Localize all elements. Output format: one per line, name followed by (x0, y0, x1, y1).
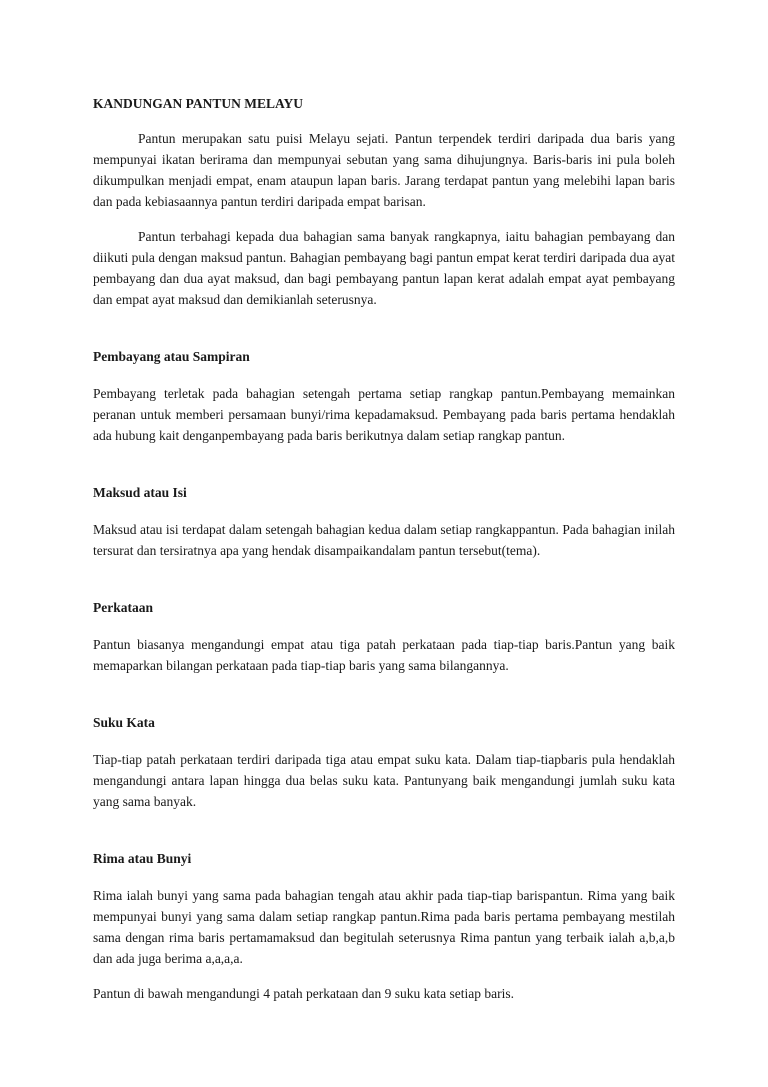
section-heading-rima: Rima atau Bunyi (93, 851, 192, 866)
section-heading-pembayang: Pembayang atau Sampiran (93, 349, 250, 364)
intro-paragraph-1: Pantun merupakan satu puisi Melayu sejati. Pantun terpendek terdiri daripada dua baris yang mempunyai ikatan berirama dan mempunyai sebutan yang sama dihujungnya. Baris-baris ini pula boleh dikumpulkan menjadi empat, enam ataupun lapan baris. Jarang terdapat pantun yang melebihi lapan baris dan pada kebiasaannya pantun terdiri daripada empat barisan. (93, 131, 675, 209)
section-body-suku-kata: Tiap-tiap patah perkataan terdiri daripada tiga atau empat suku kata. Dalam tiap-tiapbaris pula hendaklah mengandungi antara lapan hingga dua belas suku kata. Pantunyang baik mengandungi jumlah suku kata yang sama banyak. (93, 752, 675, 809)
document-title: KANDUNGAN PANTUN MELAYU (93, 96, 304, 111)
section-body-maksud: Maksud atau isi terdapat dalam setengah bahagian kedua dalam setiap rangkappantun. Pada bahagian inilah tersurat dan tersiratnya apa yang hendak disampaikandalam pantun tersebut(tema). (93, 522, 675, 558)
section-heading-maksud: Maksud atau Isi (93, 485, 187, 500)
section-heading-perkataan: Perkataan (93, 600, 153, 615)
closing-paragraph: Pantun di bawah mengandungi 4 patah perkataan dan 9 suku kata setiap baris. (93, 986, 515, 1001)
document-page (93, 94, 675, 1004)
section-body-rima: Rima ialah bunyi yang sama pada bahagian tengah atau akhir pada tiap-tiap barispantun. Rima yang baik mempunyai bunyi yang sama dalam setiap rangkap pantun.Rima pada baris pertama pembayang mestilah sama dengan rima baris pertamamaksud dan begitulah seterusnya Rima pantun yang terbaik ialah a,b,a,b dan ada juga berima a,a,a,a. (93, 888, 675, 966)
section-heading-suku-kata: Suku Kata (93, 715, 155, 730)
section-body-perkataan: Pantun biasanya mengandungi empat atau tiga patah perkataan pada tiap-tiap baris.Pantun yang baik memaparkan bilangan perkataan pada tiap-tiap baris yang sama bilangannya. (93, 637, 675, 673)
section-body-pembayang: Pembayang terletak pada bahagian setengah pertama setiap rangkap pantun.Pembayang memainkan peranan untuk memberi persamaan bunyi/rima kepadamaksud. Pembayang pada baris pertama hendaklah ada hubung kait denganpembayang pada baris berikutnya dalam setiap rangkap pantun. (93, 386, 675, 443)
intro-paragraph-2: Pantun terbahagi kepada dua bahagian sama banyak rangkapnya, iaitu bahagian pembayang dan diikuti pula dengan maksud pantun. Bahagian pembayang bagi pantun empat kerat terdiri daripada dua ayat pembayang dan dua ayat maksud, dan bagi pembayang pantun lapan kerat adalah empat ayat pembayang dan empat ayat maksud dan demikianlah seterusnya. (93, 229, 675, 307)
